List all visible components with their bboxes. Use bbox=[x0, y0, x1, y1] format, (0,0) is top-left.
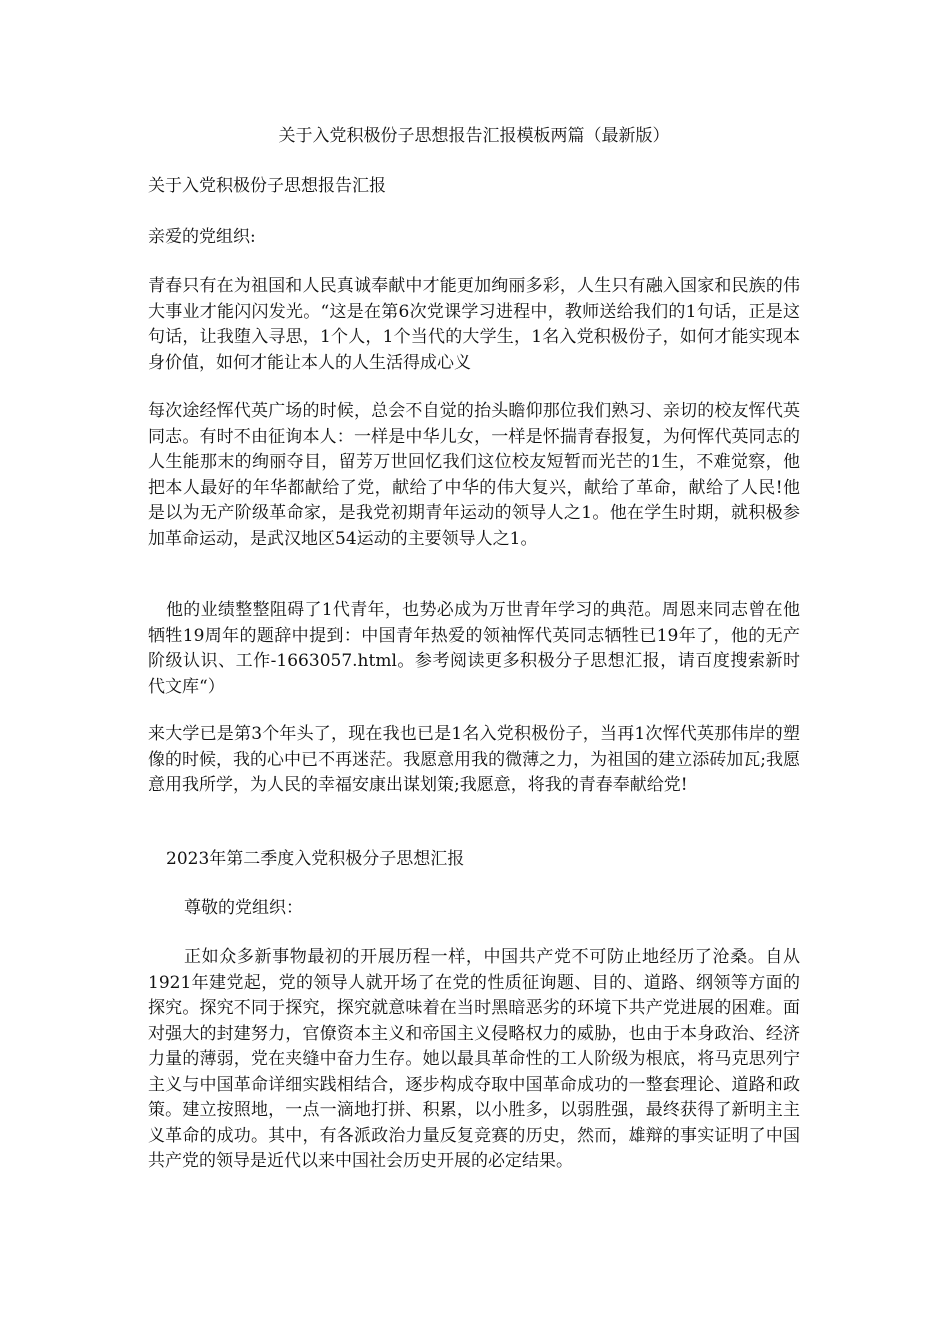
paragraph-4: 来大学已是第3个年头了，现在我也已是1名入党积极份子，当再1次恽代英那伟岸的塑像的时候，我的心中已不再迷茫。我愿意用我的微薄之力，为祖国的建立添砖加瓦;我愿意用我所学，为人民的幸福安康出谋划策;我愿意，将我的青春奉献给党! bbox=[148, 724, 800, 795]
greeting-2: 尊敬的党组织： bbox=[184, 898, 303, 918]
section-heading-1: 关于入党积极份子思想报告汇报 bbox=[148, 176, 386, 196]
greeting-1: 亲爱的党组织: bbox=[148, 227, 256, 247]
paragraph-2: 每次途经恽代英广场的时候，总会不自觉的抬头瞻仰那位我们熟习、亲切的校友恽代英同志。有时不由征询本人：一样是中华儿女，一样是怀揣青春报复，为何恽代英同志的人生能那末的绚丽夺目，留芳万世回忆我们这位校友短暂而光芒的1生，不难觉察，他把本人最好的年华都献给了党，献给了中华的伟大复兴，献给了革命，献给了人民!他是以为无产阶级革命家，是我党初期青年运动的领导人之1。他在学生时期，就积极参加革命运动，是武汉地区54运动的主要领导人之1。 bbox=[148, 401, 800, 549]
paragraph-5: 正如众多新事物最初的开展历程一样，中国共产党不可防止地经历了沧桑。自从1921年建党起，党的领导人就开场了在党的性质征询题、目的、道路、纲领等方面的探究。探究不同于探究，探究就意味着在当时黑暗恶劣的环境下共产党进展的困难。面对强大的封建努力，官僚资本主义和帝国主义侵略权力的威胁，也由于本身政治、经济力量的薄弱，党在夹缝中奋力生存。她以最具革命性的工人阶级为根底，将马克思列宁主义与中国革命详细实践相结合，逐步构成夺取中国革命成功的一整套理论、道路和政策。建立按照地，一点一滴地打拼、积累，以小胜多，以弱胜强，最终获得了新明主主义革命的成功。其中，有各派政治力量反复竞赛的历史，然而，雄辩的事实证明了中国共产党的领导是近代以来中国社会历史开展的必定结果。 bbox=[148, 947, 800, 1171]
section-heading-2: 2023年第二季度入党积极分子思想汇报 bbox=[166, 849, 465, 869]
paragraph-1: 青春只有在为祖国和人民真诚奉献中才能更加绚丽多彩，人生只有融入国家和民族的伟大事业才能闪闪发光。“这是在第6次党课学习进程中，教师送给我们的1句话，正是这句话，让我堕入寻思，1个人，1个当代的大学生，1名入党积极份子，如何才能实现本身价值，如何才能让本人的人生活得成心义 bbox=[148, 276, 800, 373]
paragraph-3: 他的业绩整整阻碍了1代青年，也势必成为万世青年学习的典范。周恩来同志曾在他牺牲19周年的题辞中提到：中国青年热爱的领袖恽代英同志牺牲已19年了，他的无产阶级认识、工作-1663057.html。参考阅读更多积极分子思想汇报，请百度搜索新时代文库“） bbox=[148, 600, 800, 697]
document-title: 关于入党积极份子思想报告汇报模板两篇（最新版） bbox=[278, 126, 670, 146]
